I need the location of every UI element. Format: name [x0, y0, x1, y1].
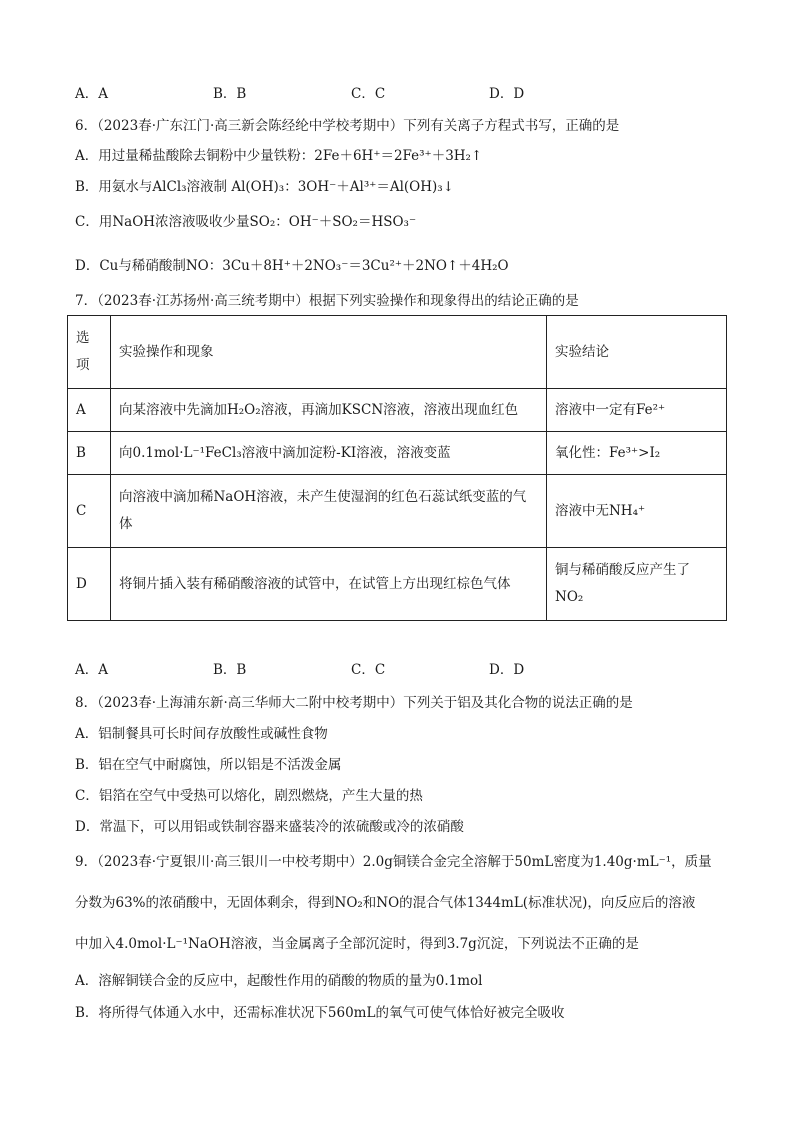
- q7-stem: 7．（2023春·江苏扬州·高三统考期中）根据下列实验操作和现象得出的结论正确的是: [75, 293, 579, 309]
- q7-option-d: D．D: [489, 662, 525, 678]
- table-row: [68, 389, 727, 432]
- q9-stem-line-1: 9．（2023春·宁夏银川·高三银川一中校考期中）2.0g铜镁合金完全溶解于50mL密度为1.40g·mL⁻¹，质量: [75, 854, 712, 870]
- row-operation: 将铜片插入装有稀硝酸溶液的试管中，在试管上方出现红棕色气体: [111, 548, 547, 621]
- q5-option-c: C．C: [351, 86, 386, 102]
- q8-option-b: B．铝在空气中耐腐蚀，所以铝是不活泼金属: [75, 757, 342, 773]
- header-operation: 实验操作和现象: [111, 316, 547, 389]
- q9-option-a: A．溶解铜镁合金的反应中，起酸性作用的硝酸的物质的量为0.1mol: [75, 973, 483, 989]
- row-conclusion: 铜与稀硝酸反应产生了NO₂: [547, 548, 727, 621]
- row-operation: 向某溶液中先滴加H₂O₂溶液，再滴加KSCN溶液，溶液出现血红色: [111, 389, 547, 432]
- q5-options: [75, 82, 627, 102]
- q8-option-d: D．常温下，可以用铝或铁制容器来盛装冷的浓硫酸或冷的浓硝酸: [75, 819, 464, 835]
- q7-option-b: B．B: [213, 662, 247, 678]
- table-row: [68, 475, 727, 548]
- q9-option-b: B．将所得气体通入水中，还需标准状况下560mL的氧气可使气体恰好被完全吸收: [75, 1005, 565, 1021]
- q9-stem-line-3: 中加入4.0mol·L⁻¹NaOH溶液，当金属离子全部沉淀时，得到3.7g沉淀，下列说法不正确的是: [75, 936, 639, 952]
- row-label: C: [68, 475, 111, 548]
- row-conclusion: 氧化性：Fe³⁺>I₂: [547, 432, 727, 475]
- row-conclusion: 溶液中无NH₄⁺: [547, 475, 727, 548]
- q6-option-b: B．用氨水与AlCl₃溶液制 Al(OH)₃：3OH⁻＋Al³⁺＝Al(OH)₃↓: [75, 179, 455, 195]
- q6-option-d: D．Cu与稀硝酸制NO：3Cu＋8H⁺＋2NO₃⁻＝3Cu²⁺＋2NO↑＋4H₂O: [75, 258, 509, 274]
- q8-stem: 8．（2023春·上海浦东新·高三华师大二附中校考期中）下列关于铝及其化合物的说法正确的是: [75, 695, 633, 711]
- row-label: B: [68, 432, 111, 475]
- row-label: A: [68, 389, 111, 432]
- q5-option-d: D．D: [489, 86, 525, 102]
- q5-option-a: A．A: [75, 86, 108, 102]
- q7-option-a: A．A: [75, 662, 108, 678]
- q8-option-a: A．铝制餐具可长时间存放酸性或碱性食物: [75, 726, 328, 742]
- q9-stem-line-2: 分数为63%的浓硝酸中，无固体剩余，得到NO₂和NO的混合气体1344mL(标准状况)，向反应后的溶液: [75, 895, 696, 911]
- row-operation: 向溶液中滴加稀NaOH溶液，未产生使湿润的红色石蕊试纸变蓝的气体: [111, 475, 547, 548]
- header-option: 选项: [68, 316, 111, 389]
- q6-stem: 6．（2023春·广东江门·高三新会陈经纶中学校考期中）下列有关离子方程式书写，正确的是: [75, 118, 620, 134]
- q7-options: [75, 658, 627, 678]
- header-conclusion: 实验结论: [547, 316, 727, 389]
- row-operation: 向0.1mol·L⁻¹FeCl₃溶液中滴加淀粉-KI溶液，溶液变蓝: [111, 432, 547, 475]
- q6-option-c: C．用NaOH浓溶液吸收少量SO₂：OH⁻＋SO₂＝HSO₃⁻: [75, 214, 417, 230]
- q6-option-a: A．用过量稀盐酸除去铜粉中少量铁粉：2Fe＋6H⁺＝2Fe³⁺＋3H₂↑: [75, 148, 483, 164]
- table-header-row: [68, 316, 727, 389]
- table-row: [68, 548, 727, 621]
- q7-option-c: C．C: [351, 662, 386, 678]
- q7-table: [67, 315, 727, 621]
- table-row: [68, 432, 727, 475]
- q8-option-c: C．铝箔在空气中受热可以熔化，剧烈燃烧，产生大量的热: [75, 788, 423, 804]
- q5-option-b: B．B: [213, 86, 247, 102]
- row-label: D: [68, 548, 111, 621]
- row-conclusion: 溶液中一定有Fe²⁺: [547, 389, 727, 432]
